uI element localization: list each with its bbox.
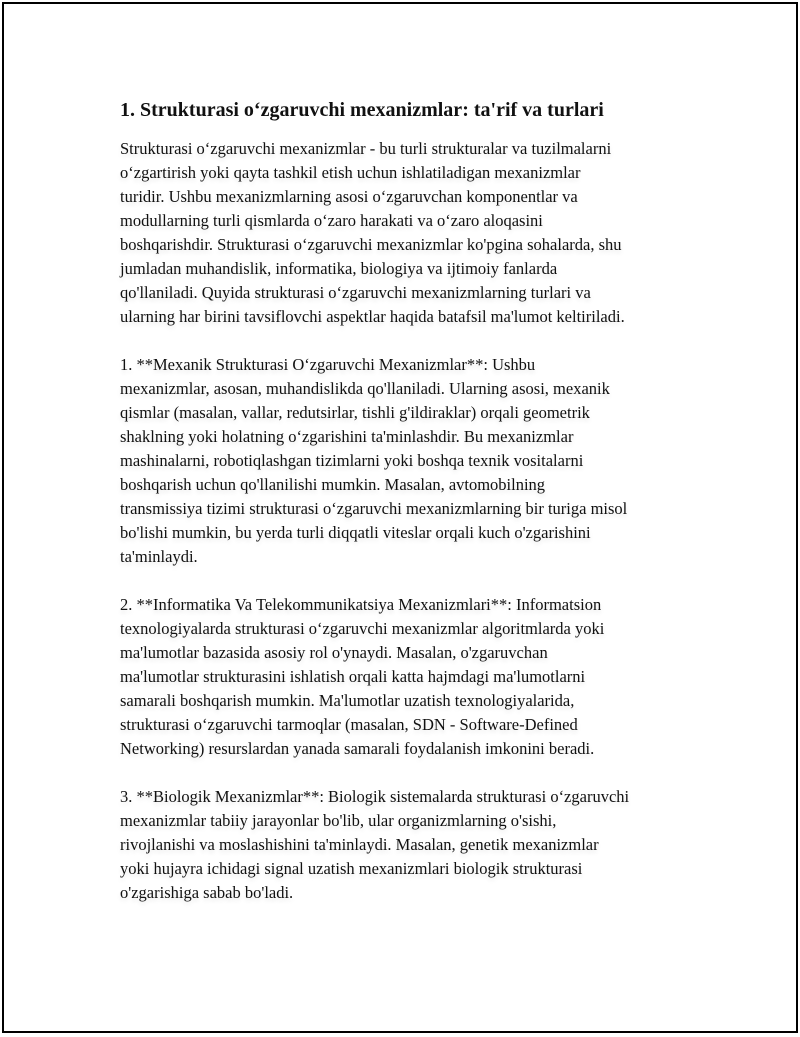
informatics-paragraph [120,593,700,761]
text-line: rivojlanishi va moslashishini ta'minlaydi. Masalan, genetik mexanizmlar [120,835,599,854]
mechanical-paragraph [120,353,700,569]
text-line: mashinalarni, robotiqlashgan tizimlarni yoki boshqa texnik vositalarni [120,451,584,470]
intro-paragraph [120,137,700,329]
text-line: strukturasi o‘zgaruvchi tarmoqlar (masalan, SDN - Software-Defined [120,715,578,734]
text-line: o‘zgartirish yoki qayta tashkil etish uchun ishlatiladigan mexanizmlar [120,163,581,182]
biology-paragraph [120,785,700,905]
text-line: turidir. Ushbu mexanizmlarning asosi o‘zgaruvchan komponentlar va [120,187,578,206]
text-line: Networking) resurslardan yanada samarali foydalanish imkonini beradi. [120,739,595,758]
text-line: mexanizmlar tabiiy jarayonlar bo'lib, ular organizmlarning o'sishi, [120,811,557,830]
text-line: mexanizmlar, asosan, muhandislikda qo'llaniladi. Ularning asosi, mexanik [120,379,610,398]
text-line: boshqarishdir. Strukturasi o‘zgaruvchi mexanizmlar ko'pgina sohalarda, shu [120,235,622,254]
text-line: ularning har birini tavsiflovchi aspektlar haqida batafsil ma'lumot keltiriladi. [120,307,625,326]
text-line: 1. **Mexanik Strukturasi O‘zgaruvchi Mexanizmlar**: Ushbu [120,355,536,374]
text-line: jumladan muhandislik, informatika, biologiya va ijtimoiy fanlarda [120,259,558,278]
text-line: yoki hujayra ichidagi signal uzatish mexanizmlari biologik strukturasi [120,859,583,878]
text-line: ta'minlaydi. [120,547,198,566]
text-line: qismlar (masalan, vallar, redutsirlar, tishli g'ildiraklar) orqali geometrik [120,403,590,422]
text-line: qo'llaniladi. Quyida strukturasi o‘zgaruvchi mexanizmlarning turlari va [120,283,591,302]
text-line: 2. **Informatika Va Telekommunikatsiya Mexanizmlari**: Informatsion [120,595,602,614]
text-line: ma'lumotlar bazasida asosiy rol o'ynaydi. Masalan, o'zgaruvchan [120,643,548,662]
text-line: texnologiyalarda strukturasi o‘zgaruvchi mexanizmlar algoritmlarda yoki [120,619,605,638]
document-page [2,2,798,1033]
text-line: bo'lishi mumkin, bu yerda turli diqqatli viteslar orqali kuch o'zgarishini [120,523,591,542]
document-content [120,96,700,929]
text-line: samarali boshqarish mumkin. Ma'lumotlar uzatish texnologiyalarida, [120,691,575,710]
text-line: transmissiya tizimi strukturasi o‘zgaruvchi mexanizmlarning bir turiga misol [120,499,628,518]
text-line: ma'lumotlar strukturasini ishlatish orqali katta hajmdagi ma'lumotlarni [120,667,586,686]
text-line: o'zgarishiga sabab bo'ladi. [120,883,294,902]
document-title: 1. Strukturasi o‘zgaruvchi mexanizmlar: ta'rif va turlari [120,99,604,121]
text-line: modullarning turli qismlarda o‘zaro harakati va o‘zaro aloqasini [120,211,543,230]
text-line: shaklning yoki holatning o‘zgarishini ta'minlashdir. Bu mexanizmlar [120,427,574,446]
text-line: 3. **Biologik Mexanizmlar**: Biologik sistemalarda strukturasi o‘zgaruvchi [120,787,630,806]
text-line: Strukturasi o‘zgaruvchi mexanizmlar - bu turli strukturalar va tuzilmalarni [120,139,612,158]
text-line: boshqarish uchun qo'llanilishi mumkin. Masalan, avtomobilning [120,475,546,494]
